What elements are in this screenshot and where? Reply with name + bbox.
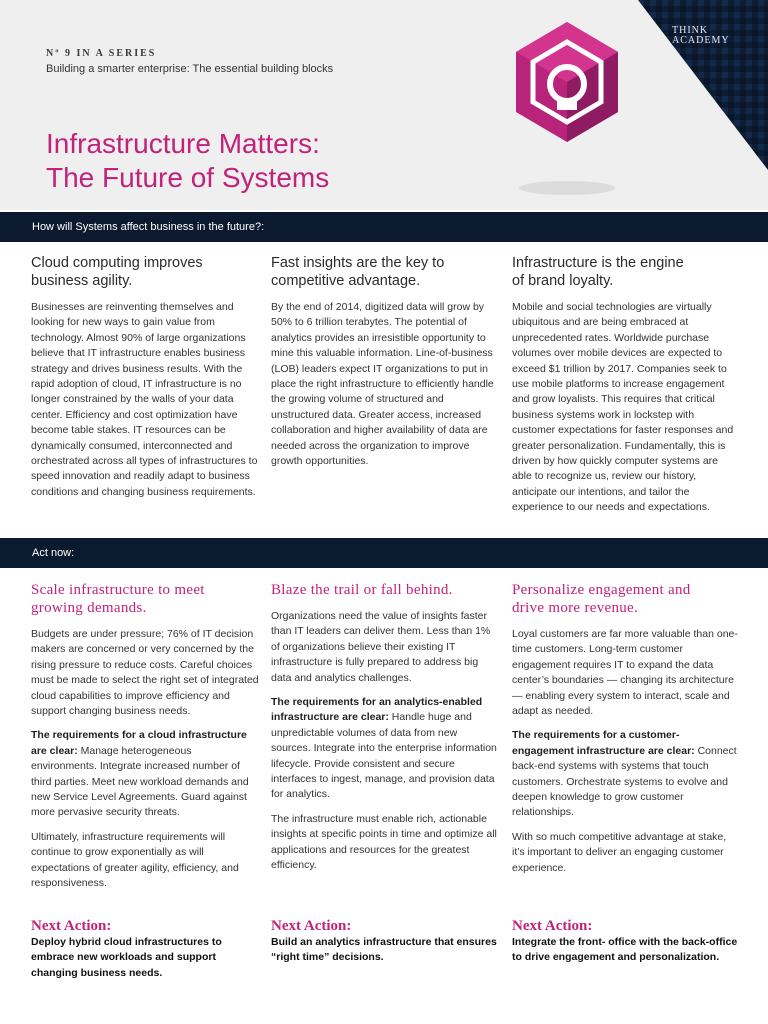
column-paragraph: Budgets are under pressure; 76% of IT decision makers are concerned or very concerned by the rising pressure to reduce costs. Careful choices must be made to select the right set of integrated cloud capabilities to improve efficiency and support changing business needs. [31,628,259,718]
page-title-line1: Infrastructure Matters: [46,127,320,159]
brand-wordmark [672,26,730,46]
section-band-future: How will Systems affect business in the future?: [0,212,768,242]
column-heading: Blaze the trail or fall behind. [271,582,453,598]
series-subtitle: Building a smarter enterprise: The essential building blocks [46,63,334,75]
next-action-label: Next Action: [271,918,352,934]
column-heading: Scale infrastructure to meet growing demands. [31,582,205,616]
column-blaze-trail [271,581,499,883]
column-body: By the end of 2014, digitized data will grow by 50% to 6 trillion terabytes. The potential of analytics provides an irresistible opportunity to mine this valuable information. Line-of-business (LOB) leaders expect IT organizations to put in place the right infrastructure to efficiently handle the growing volume of structured and unstructured data. Greater access, increased collaboration and higher availability of data are needed across the organization to improve growth opportunities. [271,301,494,468]
next-action-cloud [31,917,259,981]
column-fast-insights [271,254,499,478]
column-paragraph: Organizations need the value of insights faster than IT leaders can deliver them. Less than 1% of organizations believe their existing IT infrastructure is fully prepared to address big data and analytics challenges. [271,610,491,684]
next-action-text: Deploy hybrid cloud infrastructures to embrace new workloads and support changing business needs. [31,936,222,979]
header-area [0,0,768,210]
column-heading: Personalize engagement and drive more revenue. [512,582,691,616]
column-heading: Cloud computing improves business agility. [31,255,203,289]
next-action-label: Next Action: [512,918,593,934]
column-body: Businesses are reinventing themselves and looking for new ways to gain value from technology. Almost 90% of large organizations believe that IT infrastructure enables business strategy and drives business results. With the rapid adoption of cloud, IT infrastructure is no longer constrained by the walls of your data center. Efficiency and cost optimization have become table stakes. IT resources can be dynamically consumed, interconnected and orchestrated across all types of infrastructures to speed innovation and readily adapt to business conditions and changing business requirements. [31,301,258,498]
column-paragraph: Loyal customers are far more valuable than one-time customers. Long-term customer engagement requires IT to expand the data center’s boundaries — changing its architecture — enabling every system to interact, scale and adapt as needed. [512,628,738,718]
column-body: Mobile and social technologies are virtually ubiquitous and are being embraced at unprecedented rates. Worldwide purchase volumes over mobile devices are expected to exceed $1 trillion by 2017. Companies seek to use mobile platforms to increase engagement and grow loyalists. This requires that critical business systems work in lockstep with customer expectations for faster responses and greater personalization. Fundamentally, this is driven by how quickly computer systems are able to recognize us, review our history, anticipate our intentions, and tailor the experience to our needs and expectations. [512,301,734,514]
requirements-paragraph: The requirements for a customer-engagement infrastructure are clear: Connect back-end systems with systems that touch customers. Orchestrate systems to evolve and deepen knowledge to grow customer relationships. [512,729,737,819]
column-heading: Infrastructure is the engine of brand loyalty. [512,255,684,289]
column-paragraph: The infrastructure must enable rich, actionable insights at specific points in time and optimize all applications and resources for the greatest efficiency. [271,812,497,872]
column-heading: Fast insights are the key to competitive advantage. [271,255,445,289]
brand-line1: THINK [672,25,709,36]
page-title [46,127,466,195]
column-paragraph: Ultimately, infrastructure requirements will continue to grow exponentially as will expectations of greater agility, efficiency, and responsiveness. [31,830,239,890]
page-title-line2: The Future of Systems [46,161,330,193]
requirements-paragraph: The requirements for an analytics-enabled infrastructure are clear: Handle huge and unpredictable volumes of data from new sources. Integrate into the enterprise information lifecycle. Provide consistent and secure interfaces to ingest, manage, and provision data for analytics. [271,696,497,801]
column-paragraph: With so much competitive advantage at stake, it’s important to deliver an engaging customer experience. [512,830,727,874]
section-band-act-now: Act now: [0,538,768,568]
series-label: Nº 9 IN A SERIES [46,48,157,59]
requirements-paragraph: The requirements for a cloud infrastructure are clear: Manage heterogeneous environments. Integrate increased number of third parties. Meet new workload demands and new Service Level Agreements. Guard against more pervasive security threats. [31,729,249,819]
next-action-engagement [512,917,740,966]
next-action-text: Build an analytics infrastructure that ensures “right time” decisions. [271,936,497,964]
column-personalize-engagement [512,581,740,885]
next-action-analytics [271,917,499,966]
column-cloud-agility [31,254,259,509]
column-scale-infrastructure [31,581,259,901]
brand-line2: ACADEMY [672,35,730,46]
cube-hexagon-icon [505,18,625,198]
next-action-text: Integrate the front- office with the back-office to drive engagement and personalization. [512,936,738,964]
column-brand-loyalty [512,254,740,525]
next-action-label: Next Action: [31,918,112,934]
